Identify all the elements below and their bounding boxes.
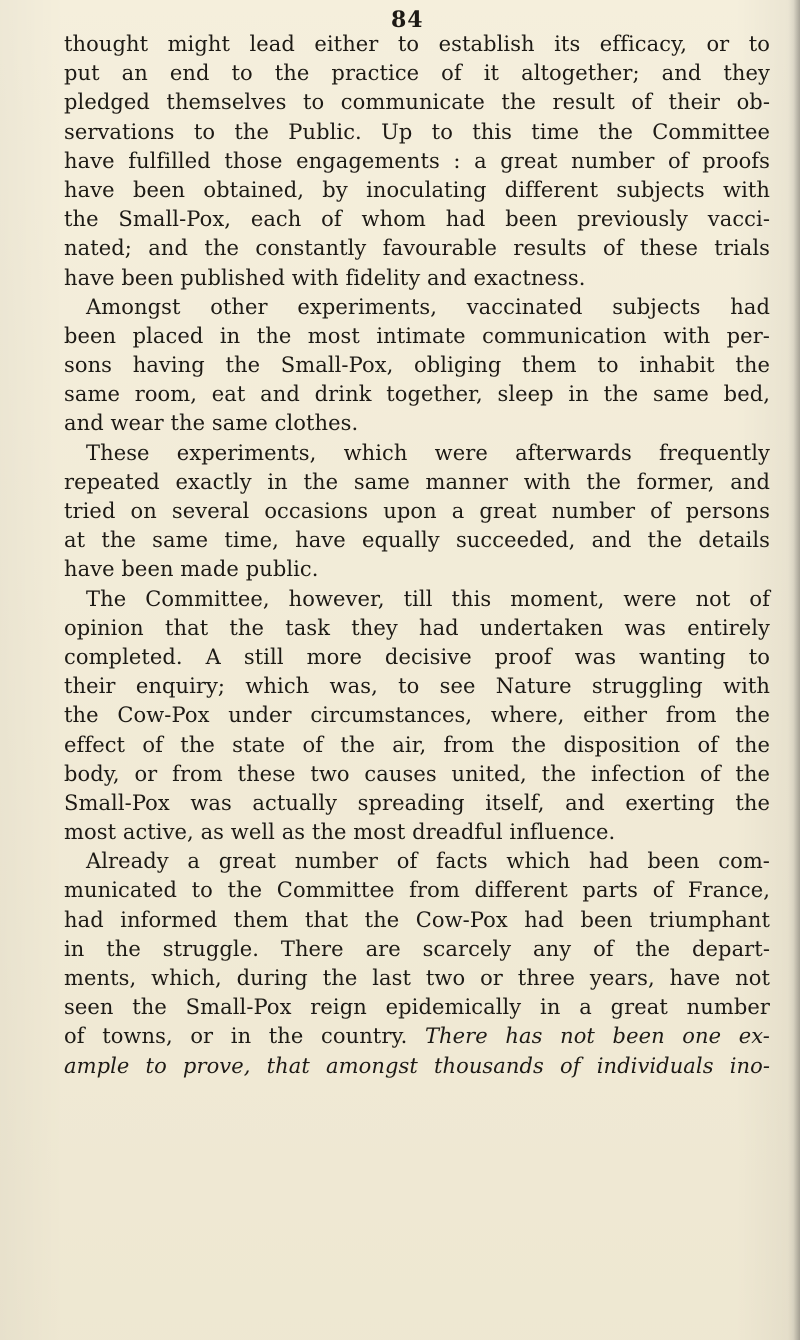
paragraph-start-line: Amongst other experiments, vaccinated subjects had xyxy=(86,294,770,319)
text-line: ments, which, during the last two or three years, have not xyxy=(64,966,770,990)
text-line: been placed in the most intimate communication with per- xyxy=(64,323,770,348)
text-line: have been obtained, by inoculating different subjects with xyxy=(64,177,770,202)
italic-text-line: ample to prove, that amongst thousands of individuals ino- xyxy=(64,1053,770,1078)
text-line: body, or from these two causes united, the infection of the xyxy=(64,761,770,786)
roman-text-segment: of towns, or in the country. xyxy=(64,1024,425,1049)
text-line: thought might lead either to establish its efficacy, or to xyxy=(64,32,770,56)
text-line: seen the Small-Pox reign epidemically in a great number xyxy=(64,995,770,1020)
text-line: have fulfilled those engagements : a great number of proofs xyxy=(64,148,770,173)
text-line: pledged themselves to communicate the result of their ob- xyxy=(64,90,770,115)
text-line: at the same time, have equally succeeded, and the details xyxy=(64,528,770,553)
text-line: opinion that the task they had undertaken was entirely xyxy=(64,615,770,640)
text-line: had informed them that the Cow-Pox had been triumphant xyxy=(64,907,770,932)
paragraph-start-line: Already a great number of facts which had been com- xyxy=(86,849,770,874)
paragraph-start-line: These experiments, which were afterwards frequently xyxy=(86,440,770,465)
paragraph-start-line: The Committee, however, till this moment, were not of xyxy=(86,586,770,611)
page-edge-shadow xyxy=(788,0,800,1340)
mixed-style-line xyxy=(64,1022,770,1051)
text-line: repeated exactly in the same manner with the former, and xyxy=(64,469,770,494)
body-text xyxy=(64,30,770,1081)
page-number: 84 xyxy=(391,7,424,33)
text-line: the Cow-Pox under circumstances, where, either from the xyxy=(64,703,770,728)
text-line: the Small-Pox, each of whom had been previously vacci- xyxy=(64,207,770,232)
paragraph-end-line: most active, as well as the most dreadful influence. xyxy=(64,820,616,845)
text-line: nated; and the constantly favourable results of these trials xyxy=(64,236,770,261)
paragraph-end-line: and wear the same clothes. xyxy=(64,411,359,436)
text-line: municated to the Committee from different parts of France, xyxy=(64,878,770,903)
text-line: effect of the state of the air, from the disposition of the xyxy=(64,732,770,757)
italic-text-segment: There has not been one ex- xyxy=(424,1024,770,1049)
paragraph-end-line: have been published with fidelity and exactness. xyxy=(64,265,586,290)
paragraph-end-line: have been made public. xyxy=(64,557,319,582)
text-line: sons having the Small-Pox, obliging them to inhabit the xyxy=(64,353,770,378)
text-line: their enquiry; which was, to see Nature struggling with xyxy=(64,674,770,699)
text-line: same room, eat and drink together, sleep in the same bed, xyxy=(64,382,770,407)
text-line: put an end to the practice of it altogether; and they xyxy=(64,61,770,86)
text-line: in the struggle. There are scarcely any of the depart- xyxy=(64,936,770,961)
text-line: servations to the Public. Up to this time the Committee xyxy=(64,119,770,144)
text-line: completed. A still more decisive proof was wanting to xyxy=(64,644,770,669)
text-line: Small-Pox was actually spreading itself, and exerting the xyxy=(64,790,770,815)
text-line: tried on several occasions upon a great number of persons xyxy=(64,499,770,523)
